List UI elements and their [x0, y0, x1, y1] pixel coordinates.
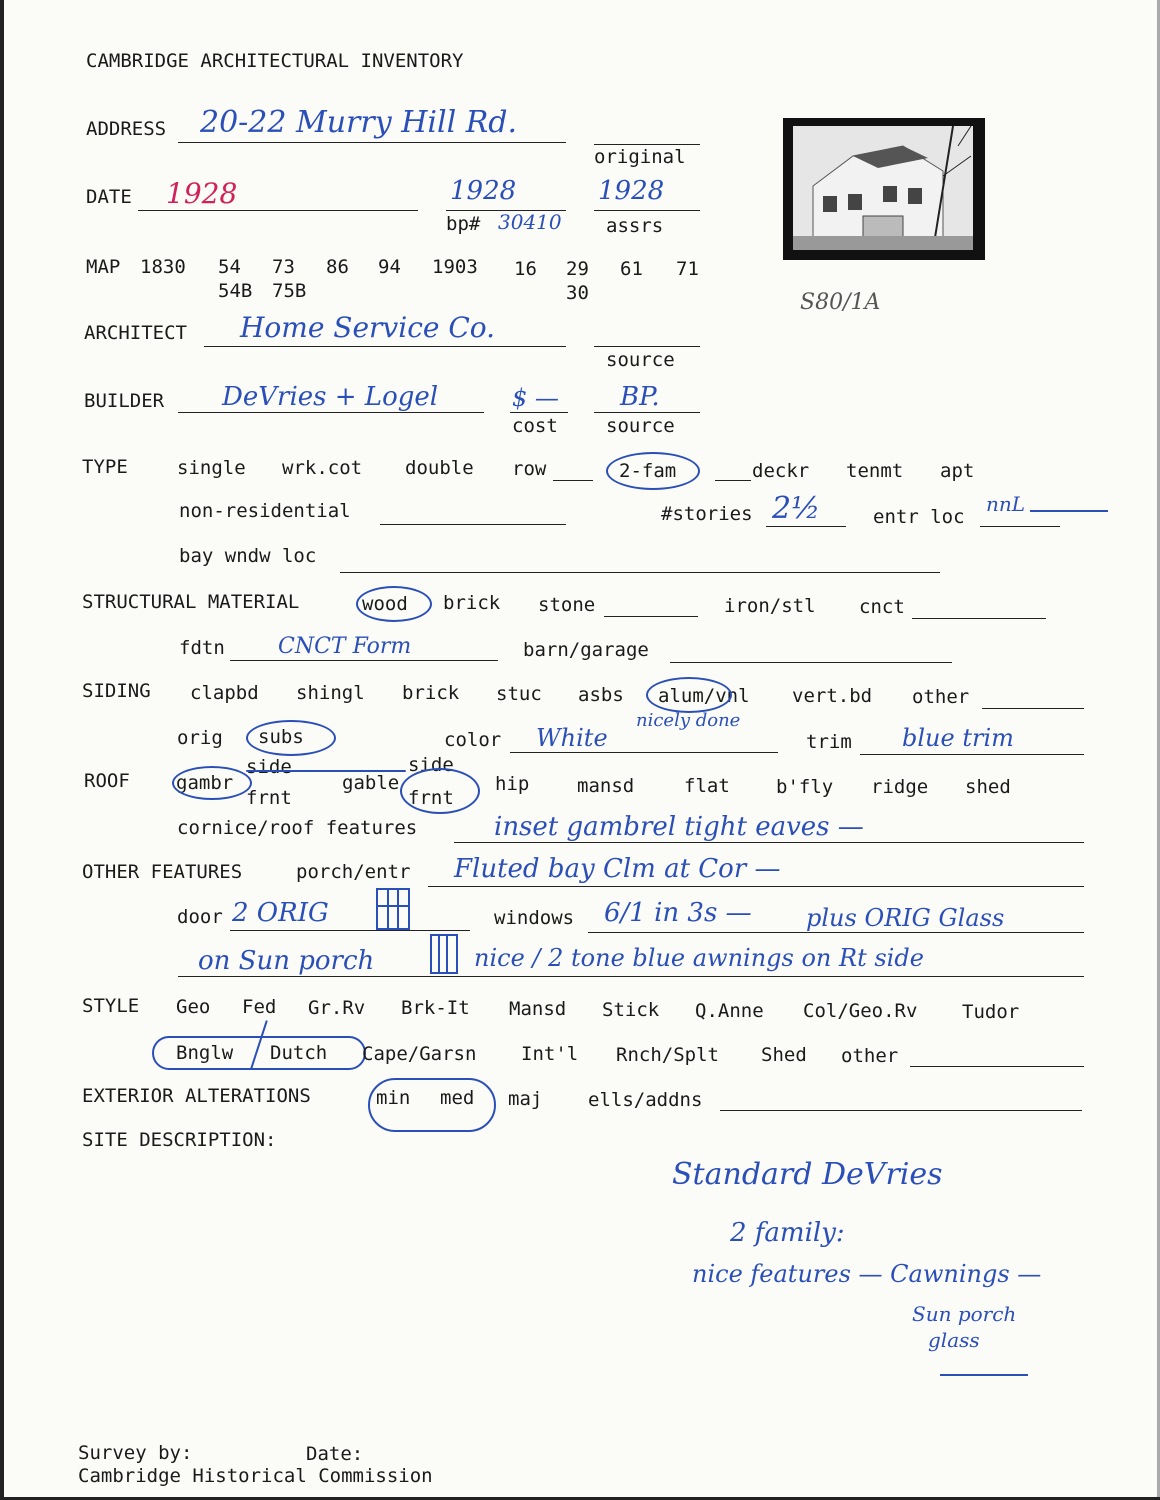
roof-option: b'fly: [776, 776, 834, 798]
style-option: Rnch/Splt: [616, 1044, 719, 1066]
map-year: 86: [326, 256, 349, 278]
site-label: SITE DESCRIPTION:: [82, 1129, 277, 1151]
door-value: 2 ORIG: [232, 898, 329, 928]
architect-value: Home Service Co.: [240, 311, 496, 344]
subs-label-selected: subs: [258, 726, 304, 748]
selection-circle: [356, 586, 432, 622]
architect-source-label: source: [606, 349, 675, 371]
features-line2-b: nice / 2 tone blue awnings on Rt side: [474, 944, 924, 972]
selection-circle: [246, 720, 336, 756]
other-features-label: OTHER FEATURES: [82, 861, 243, 883]
nonres-label: non-residential: [179, 500, 351, 522]
entr-stroke: [1030, 510, 1108, 512]
selection-circle: [172, 766, 252, 800]
map-year: 73: [272, 256, 295, 278]
siding-option: clapbd: [190, 682, 259, 704]
style-option: Mansd: [509, 998, 567, 1020]
style-option: Fed: [242, 996, 277, 1018]
siding-option: asbs: [578, 684, 624, 706]
style-option: Gr.Rv: [308, 997, 366, 1019]
structural-option: iron/stl: [724, 595, 816, 617]
date-line: [138, 210, 418, 211]
address-label: ADDRESS: [86, 118, 167, 140]
stories-line: [766, 526, 846, 527]
site-note: glass: [928, 1328, 980, 1352]
builder-value: DeVries + Logel: [222, 382, 439, 412]
assrs-year: 1928: [598, 176, 665, 206]
porch-value: Fluted bay Clm at Cor —: [454, 854, 781, 884]
map-year: 71: [676, 258, 699, 280]
siding-option: vert.bd: [792, 685, 873, 707]
builder-source-label: source: [606, 415, 675, 437]
color-value: White: [536, 724, 608, 752]
style-option: Geo: [176, 996, 211, 1018]
style-option: other: [841, 1045, 899, 1067]
selection-circle: [400, 768, 480, 814]
cornice-value: inset gambrel tight eaves —: [494, 812, 864, 842]
door-label: door: [177, 906, 223, 928]
cost-line: [510, 412, 568, 413]
bp-number: 30410: [498, 210, 562, 234]
map-year: 54B: [218, 280, 253, 302]
stories-label: #stories: [661, 503, 753, 525]
map-label: MAP: [86, 256, 121, 278]
builder-source-line: [594, 412, 700, 413]
orig-label: orig: [177, 727, 223, 749]
type-option-selected: 2-fam: [619, 460, 677, 482]
style-option: Col/Geo.Rv: [803, 1000, 918, 1022]
map-year: 54: [218, 256, 241, 278]
siding-option: other: [912, 686, 970, 708]
scan-left-edge: [0, 0, 4, 1500]
siding-label: SIDING: [82, 680, 151, 702]
bp-label: bp#: [446, 213, 481, 235]
map-year: 75B: [272, 280, 307, 302]
style-option-selected: Bnglw: [176, 1042, 234, 1064]
fdtn-line: [230, 660, 498, 661]
entr-value: nnL: [986, 492, 1026, 516]
survey-date-label: Date:: [306, 1443, 364, 1465]
door-line: [230, 930, 470, 931]
bay-line: [340, 572, 940, 573]
assrs-label: assrs: [606, 215, 664, 237]
site-note: Standard DeVries: [672, 1157, 943, 1192]
form-title: CAMBRIDGE ARCHITECTURAL INVENTORY: [86, 50, 464, 72]
original-label: original: [594, 146, 686, 168]
cnct-line: [912, 618, 1046, 619]
trim-value: blue trim: [902, 724, 1014, 752]
cornice-line: [454, 842, 1084, 843]
style-other-line: [910, 1066, 1084, 1067]
map-year: 1830: [140, 256, 186, 278]
roof-option: hip: [495, 773, 530, 795]
features-line2-text: on Sun porch: [198, 946, 375, 976]
windows-line: [588, 932, 1084, 933]
fdtn-label: fdtn: [179, 637, 225, 659]
roof-frnt: frnt: [246, 787, 292, 809]
features-line2: [178, 976, 1084, 977]
fdtn-value: CNCT Form: [278, 634, 412, 659]
trim-line: [860, 754, 1084, 755]
windows-extra: plus ORIG Glass: [806, 904, 1005, 932]
structural-option: cnct: [859, 596, 905, 618]
site-note: Sun porch: [912, 1302, 1017, 1326]
organization: Cambridge Historical Commission: [78, 1465, 433, 1487]
architect-source-line: [594, 346, 700, 347]
siding-option: shingl: [296, 682, 365, 704]
siding-note: nicely done: [636, 710, 741, 731]
alteration-option-selected: med: [440, 1087, 475, 1109]
color-line: [510, 752, 778, 753]
roof-gable: gable: [342, 772, 400, 794]
roof-option: shed: [965, 776, 1011, 798]
type-option: row: [512, 458, 547, 480]
door-sketch-icon: [374, 886, 412, 932]
siding-other-line: [982, 708, 1084, 709]
entr-line: [980, 526, 1060, 527]
roof-option: ridge: [871, 776, 929, 798]
ells-line: [720, 1110, 1082, 1111]
roof-side: side: [246, 756, 292, 778]
style-option: Cape/Garsn: [362, 1043, 477, 1065]
type-option: tenmt: [846, 460, 904, 482]
type-option: apt: [940, 460, 975, 482]
builder-line: [178, 412, 484, 413]
selection-circle: [606, 452, 700, 490]
style-option: Stick: [602, 999, 660, 1021]
map-year: 61: [620, 258, 643, 280]
date-label: DATE: [86, 186, 132, 208]
roof-side: side: [408, 754, 454, 776]
address-value: 20-22 Murry Hill Rd.: [200, 105, 518, 140]
deckr-line: [715, 480, 751, 481]
date-value: 1928: [166, 177, 238, 210]
color-label: color: [444, 729, 502, 751]
structural-option-selected: wood: [362, 593, 408, 615]
photo-ref: S80/1A: [800, 290, 881, 315]
map-year: 30: [566, 282, 589, 304]
barn-line: [670, 662, 952, 663]
style-option: Brk-It: [401, 997, 470, 1019]
map-year: 29: [566, 258, 589, 280]
trim-label: trim: [806, 731, 852, 753]
architect-label: ARCHITECT: [84, 322, 187, 344]
cost-label: cost: [512, 415, 558, 437]
roof-option: flat: [684, 775, 730, 797]
ells-label: ells/addns: [588, 1089, 703, 1111]
stone-line: [604, 616, 698, 617]
siding-option: stuc: [496, 683, 542, 705]
style-option-selected: Dutch: [270, 1042, 328, 1064]
architect-line: [204, 346, 566, 347]
cost-value: $ —: [512, 384, 559, 412]
roof-gambr-selected: gambr: [176, 772, 234, 794]
style-option: Q.Anne: [695, 1000, 764, 1022]
alteration-option-selected: min: [376, 1087, 411, 1109]
structural-label: STRUCTURAL MATERIAL: [82, 591, 300, 613]
map-year: 1903: [432, 256, 478, 278]
windows-label: windows: [494, 907, 575, 929]
cornice-label: cornice/roof features: [177, 817, 418, 839]
style-option: Tudor: [962, 1001, 1020, 1023]
original-line: [594, 144, 700, 145]
assrs-line: [594, 210, 700, 211]
window-sketch-icon: [428, 932, 460, 976]
house-picture: [793, 126, 973, 250]
map-year: 94: [378, 256, 401, 278]
style-option: Int'l: [521, 1043, 579, 1065]
nonres-line: [380, 524, 566, 525]
windows-value: 6/1 in 3s —: [604, 898, 752, 928]
type-option: single: [177, 457, 246, 479]
type-option: wrk.cot: [282, 457, 363, 479]
style-label: STYLE: [82, 995, 140, 1017]
builder-label: BUILDER: [84, 390, 165, 412]
builder-source-value: BP.: [620, 382, 660, 412]
alterations-label: EXTERIOR ALTERATIONS: [82, 1085, 311, 1107]
site-note: 2 family:: [730, 1218, 845, 1248]
building-photo: [783, 118, 985, 260]
style-option: Shed: [761, 1044, 807, 1066]
type-option: deckr: [752, 460, 810, 482]
row-line: [553, 480, 593, 481]
bp-year: 1928: [450, 176, 517, 206]
selection-circle: [368, 1078, 496, 1132]
site-stroke: [940, 1374, 1028, 1376]
alteration-option: maj: [508, 1088, 543, 1110]
porch-label: porch/entr: [296, 861, 411, 883]
porch-line: [428, 886, 1084, 887]
bay-label: bay wndw loc: [179, 545, 317, 567]
roof-label: ROOF: [84, 770, 130, 792]
roof-frnt-selected: frnt: [408, 787, 454, 809]
roof-link-stroke: [246, 770, 406, 772]
type-option: double: [405, 457, 474, 479]
entr-label: entr loc: [873, 506, 965, 528]
barn-label: barn/garage: [523, 639, 649, 661]
selection-circle: [646, 677, 732, 713]
site-note: nice features — Cawnings —: [692, 1260, 1042, 1288]
structural-option: stone: [538, 594, 596, 616]
structural-option: brick: [443, 592, 501, 614]
address-line: [178, 142, 566, 143]
siding-option-selected: alum/vnl: [658, 685, 750, 707]
stories-value: 2½: [772, 491, 821, 526]
map-year: 16: [514, 258, 537, 280]
survey-label: Survey by:: [78, 1442, 193, 1464]
type-label: TYPE: [82, 456, 128, 478]
siding-option: brick: [402, 682, 460, 704]
roof-option: mansd: [577, 775, 635, 797]
